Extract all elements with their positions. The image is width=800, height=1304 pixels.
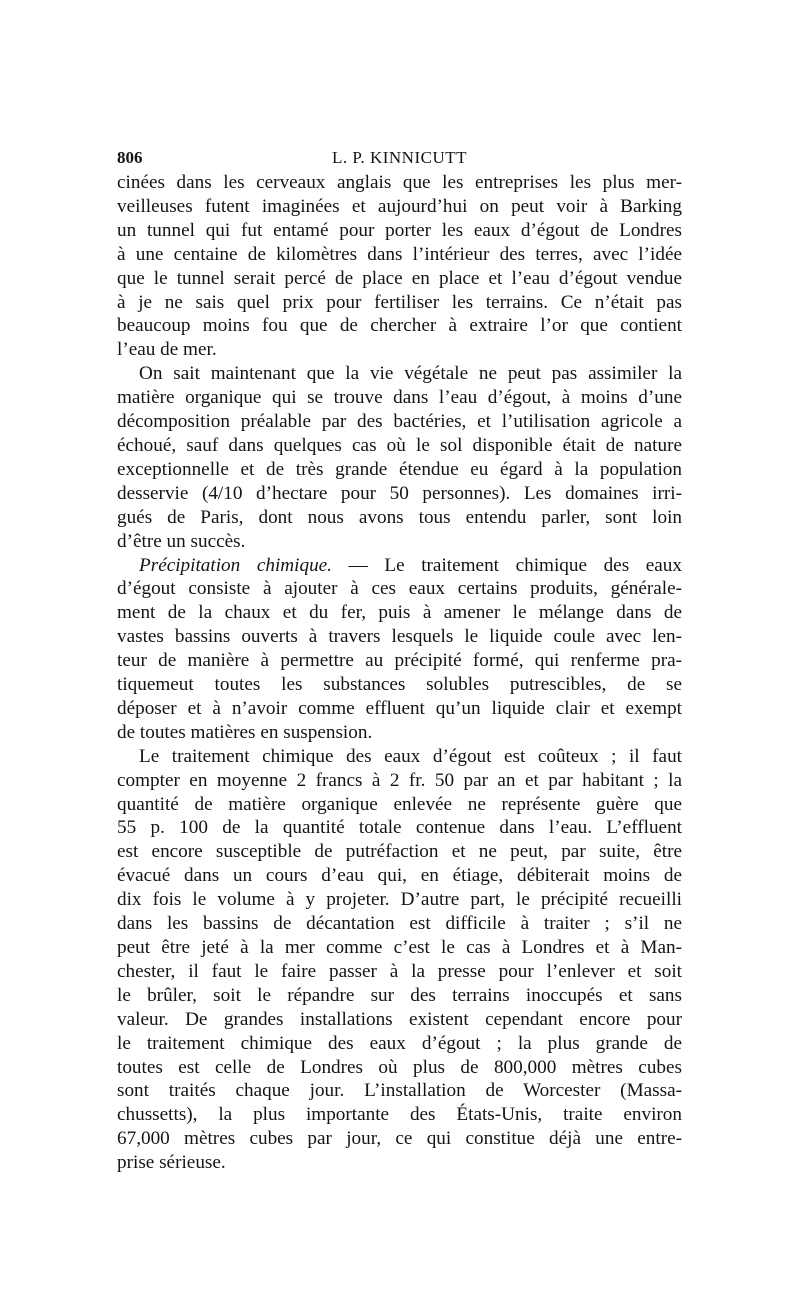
text-line: desservie (4/10 d’hectare pour 50 personnes). Les domaines irri- <box>117 482 682 504</box>
text-line: évacué dans un cours d’eau qui, en étiage, débiterait moins de <box>117 865 682 887</box>
text-line: veilleuses futent imaginées et aujourd’hui on peut voir à Barking <box>117 195 682 217</box>
paragraph-2 <box>117 362 682 553</box>
text-line: cinées dans les cerveaux anglais que les entreprises les plus mer- <box>117 172 682 193</box>
text-line: à je ne sais quel prix pour fertiliser les terrains. Ce n’était pas <box>117 291 682 313</box>
text-line: d’être un succès. <box>117 530 246 552</box>
body-text <box>117 171 682 1175</box>
text-line: le traitement chimique des eaux d’égout ; la plus grande de <box>117 1032 682 1054</box>
running-title: L. P. KINNICUTT <box>332 148 467 167</box>
text-line: tiquemeut toutes les substances solubles putrescibles, de se <box>117 674 682 696</box>
paragraph-4 <box>117 745 682 1175</box>
text-line: sont traités chaque jour. L’installation de Worcester (Massa- <box>117 1080 682 1102</box>
text-line: 55 p. 100 de la quantité totale contenue dans l’eau. L’effluent <box>117 817 682 839</box>
running-head <box>117 146 682 170</box>
text-line: quantité de matière organique enlevée ne représente guère que <box>117 793 682 815</box>
text-line: dix fois le volume à y projeter. D’autre part, le précipité recueilli <box>117 889 682 911</box>
text-line: beaucoup moins fou que de chercher à extraire l’or que contient <box>117 315 682 337</box>
text-line: de toutes matières en suspension. <box>117 721 373 743</box>
text-line: compter en moyenne 2 francs à 2 fr. 50 par an et par habitant ; la <box>117 769 682 791</box>
text-line: exceptionnelle et de très grande étendue eu égard à la population <box>117 458 682 480</box>
text-line: teur de manière à permettre au précipité formé, qui renferme pra- <box>117 650 682 672</box>
section-lead: Précipitation chimique. <box>139 554 332 576</box>
text-line: dans les bassins de décantation est difficile à traiter ; s’il ne <box>117 913 682 935</box>
text-line: vastes bassins ouverts à travers lesquels le liquide coule avec len- <box>117 626 682 648</box>
text-line: toutes est celle de Londres où plus de 800,000 mètres cubes <box>117 1056 682 1078</box>
text-line: ment de la chaux et du fer, puis à amener le mélange dans de <box>117 602 682 624</box>
text-line: prise sérieuse. <box>117 1152 226 1174</box>
text-line: que le tunnel serait percé de place en place et l’eau d’égout vendue <box>117 267 682 289</box>
text-line: chussetts), la plus importante des États-Unis, traite environ <box>117 1104 682 1126</box>
text-line: le brûler, soit le répandre sur des terrains inoccupés et sans <box>117 984 682 1006</box>
text-line: décomposition préalable par des bactéries, et l’utilisation agricole a <box>117 411 682 433</box>
text-line-rest: — Le traitement chimique des eaux <box>331 554 682 576</box>
text-line: gués de Paris, dont nous avons tous entendu parler, sont loin <box>117 506 682 528</box>
text-line: chester, il faut le faire passer à la presse pour l’enlever et soit <box>117 960 682 982</box>
text-line: Le traitement chimique des eaux d’égout est coûteux ; il faut <box>139 745 682 767</box>
text-line: à une centaine de kilomètres dans l’intérieur des terres, avec l’idée <box>117 243 682 265</box>
text-line: est encore susceptible de putréfaction et ne peut, par suite, être <box>117 841 682 863</box>
paragraph-1 <box>117 171 682 362</box>
text-line: d’égout consiste à ajouter à ces eaux certains produits, générale- <box>117 578 682 600</box>
text-line <box>117 554 682 578</box>
text-line: valeur. De grandes installations existent cependant encore pour <box>117 1008 682 1030</box>
text-line: déposer et à n’avoir comme effluent qu’un liquide clair et exempt <box>117 697 682 719</box>
text-line: l’eau de mer. <box>117 339 217 361</box>
text-line: un tunnel qui fut entamé pour porter les eaux d’égout de Londres <box>117 219 682 241</box>
text-line: On sait maintenant que la vie végétale ne peut pas assimiler la <box>139 363 682 385</box>
text-line: peut être jeté à la mer comme c’est le cas à Londres et à Man- <box>117 937 682 958</box>
paragraph-3 <box>117 554 682 745</box>
text-line: échoué, sauf dans quelques cas où le sol disponible était de nature <box>117 434 682 456</box>
text-line: matière organique qui se trouve dans l’eau d’égout, à moins d’une <box>117 387 682 409</box>
page-number: 806 <box>117 148 143 167</box>
text-line: 67,000 mètres cubes par jour, ce qui constitue déjà une entre- <box>117 1128 682 1150</box>
